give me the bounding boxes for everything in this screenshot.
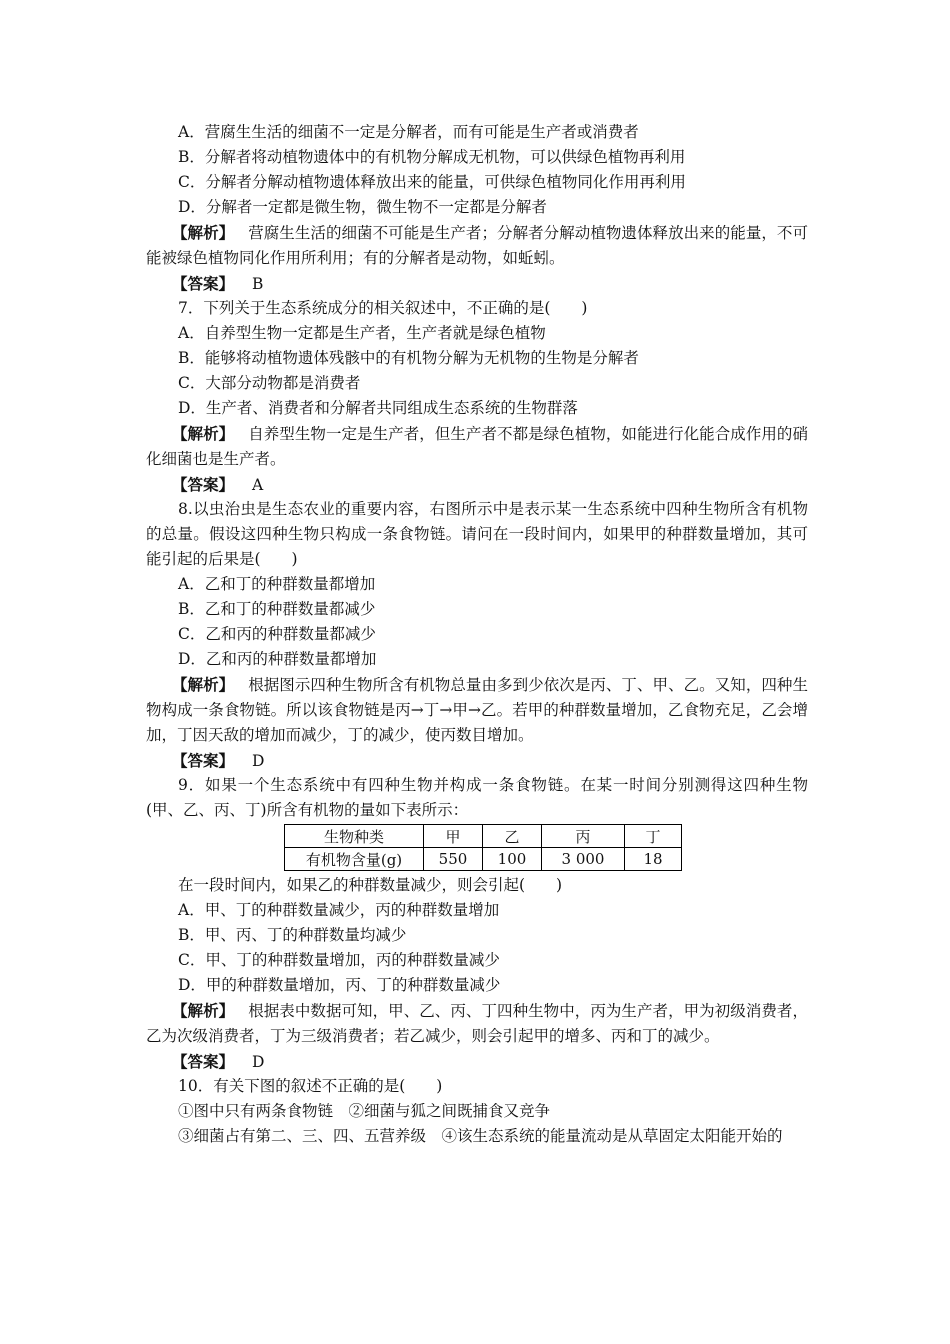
table-header-row (285, 825, 682, 848)
organic-matter-table (284, 824, 682, 871)
analysis-tag: 【解析】 (172, 424, 235, 443)
q9-stem: 9．如果一个生态系统中有四种生物并构成一条食物链。在某一时间分别测得这四种生物(甲、乙、丙、丁)所含有机物的量如下表所示： (146, 776, 808, 819)
q9-followup: 在一段时间内，如果乙的种群数量减少，则会引起( ) (178, 876, 563, 894)
q8-answer (146, 748, 808, 773)
q7-stem: 7．下列关于生态系统成分的相关叙述中，不正确的是( ) (178, 299, 588, 317)
q10-stem: 10．有关下图的叙述不正确的是( ) (178, 1077, 443, 1095)
answer-tag: 【答案】 (172, 751, 235, 770)
table-header-cell: 乙 (483, 825, 542, 848)
table-header-cell: 生物种类 (285, 825, 424, 848)
q8-stem: 8.以虫治虫是生态农业的重要内容，右图所示中是表示某一生态系统中四种生物所含有机物的总量。假设这四种生物只构成一条食物链。请问在一段时间内，如果甲的种群数量增加，其可能引起的后果是( ) (146, 500, 808, 568)
table-cell: 100 (483, 848, 542, 871)
q7-option-a: A．自养型生物一定都是生产者，生产者就是绿色植物 (178, 324, 546, 342)
q6-option-b: B．分解者将动植物遗体中的有机物分解成无机物，可以供绿色植物再利用 (178, 148, 686, 166)
q6-answer-value: B (252, 275, 264, 293)
q6-option-d: D．分解者一定都是微生物，微生物不一定都是分解者 (178, 198, 547, 216)
q6-analysis-text: 营腐生生活的细菌不可能是生产者；分解者分解动植物遗体释放出来的能量，不可能被绿色植物同化作用所利用；有的分解者是动物，如蚯蚓。 (146, 224, 808, 267)
q9-option-a: A．甲、丁的种群数量减少，丙的种群数量增加 (178, 901, 500, 919)
q7-answer (146, 472, 808, 497)
q7-analysis (146, 421, 808, 472)
q9-analysis-text: 根据表中数据可知，甲、乙、丙、丁四种生物中，丙为生产者，甲为初级消费者，乙为次级消费者，丁为三级消费者；若乙减少，则会引起甲的增多、丙和丁的减少。 (146, 1002, 808, 1045)
table-cell: 有机物含量(g) (285, 848, 424, 871)
q10-statement-1: ①图中只有两条食物链 ②细菌与狐之间既捕食又竞争 (178, 1102, 551, 1120)
q7-answer-value: A (252, 476, 264, 494)
q9-option-d: D．甲的种群数量增加，丙、丁的种群数量减少 (178, 976, 501, 994)
analysis-tag: 【解析】 (172, 675, 235, 694)
table-header-cell: 甲 (424, 825, 483, 848)
answer-tag: 【答案】 (172, 274, 235, 293)
q9-option-b: B．甲、丙、丁的种群数量均减少 (178, 926, 407, 944)
answer-tag: 【答案】 (172, 475, 235, 494)
q10-statement-2: ③细菌占有第二、三、四、五营养级 ④该生态系统的能量流动是从草固定太阳能开始的 (178, 1127, 783, 1145)
analysis-tag: 【解析】 (172, 223, 235, 242)
q9-answer-value: D (252, 1053, 265, 1071)
q8-answer-value: D (252, 752, 265, 770)
q6-analysis (146, 220, 808, 271)
table-row (285, 848, 682, 871)
table-cell: 18 (625, 848, 682, 871)
analysis-tag: 【解析】 (172, 1001, 235, 1020)
q7-option-d: D．生产者、消费者和分解者共同组成生态系统的生物群落 (178, 399, 578, 417)
q7-analysis-text: 自养型生物一定是生产者，但生产者不都是绿色植物，如能进行化能合成作用的硝化细菌也是生产者。 (146, 425, 808, 468)
document-page (146, 120, 808, 1149)
q9-answer (146, 1049, 808, 1074)
q8-option-b: B．乙和丁的种群数量都减少 (178, 600, 376, 618)
q6-option-a: A．营腐生生活的细菌不一定是分解者，而有可能是生产者或消费者 (178, 123, 639, 141)
q7-option-c: C．大部分动物都是消费者 (178, 374, 361, 392)
q6-option-c: C．分解者分解动植物遗体释放出来的能量，可供绿色植物同化作用再利用 (178, 173, 686, 191)
table-cell: 3 000 (542, 848, 625, 871)
q9-analysis (146, 998, 808, 1049)
q8-option-a: A．乙和丁的种群数量都增加 (178, 575, 376, 593)
q7-option-b: B．能够将动植物遗体残骸中的有机物分解为无机物的生物是分解者 (178, 349, 639, 367)
q8-analysis (146, 672, 808, 748)
q6-answer (146, 271, 808, 296)
table-header-cell: 丙 (542, 825, 625, 848)
q9-option-c: C．甲、丁的种群数量增加，丙的种群数量减少 (178, 951, 500, 969)
answer-tag: 【答案】 (172, 1052, 235, 1071)
table-cell: 550 (424, 848, 483, 871)
table-header-cell: 丁 (625, 825, 682, 848)
q8-option-c: C．乙和丙的种群数量都减少 (178, 625, 376, 643)
q8-option-d: D．乙和丙的种群数量都增加 (178, 650, 377, 668)
q8-analysis-text: 根据图示四种生物所含有机物总量由多到少依次是丙、丁、甲、乙。又知，四种生物构成一条食物链。所以该食物链是丙→丁→甲→乙。若甲的种群数量增加，乙食物充足，乙会增加，丁因天敌的增加而减少，丁的减少，使丙数目增加。 (146, 676, 808, 744)
